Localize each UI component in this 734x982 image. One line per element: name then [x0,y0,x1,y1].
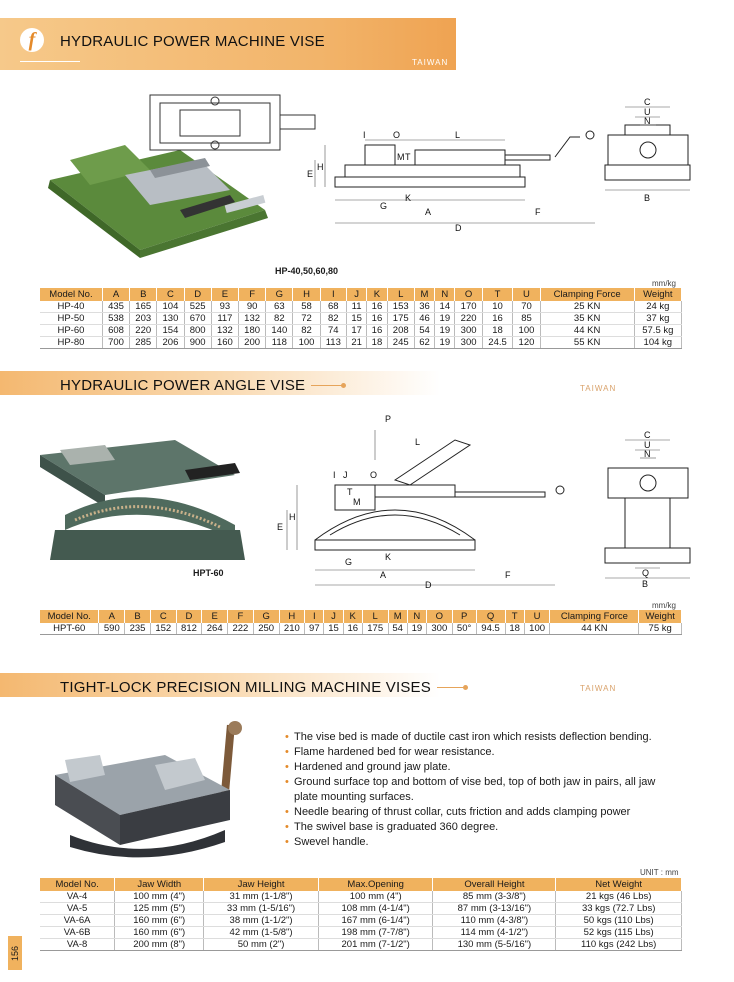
table-cell: 160 mm (6") [115,927,204,939]
s1-dim-O: O [393,130,401,140]
table-cell: 132 [211,325,238,337]
table-cell: 54 [388,623,407,635]
table-cell: 300 [455,337,482,349]
table-cell: 220 [455,313,482,325]
section1-rule [20,61,80,62]
column-header: C [150,610,176,623]
s2-dim-K: K [385,552,392,562]
table-cell: 130 [157,313,184,325]
s2-dim-H: H [289,512,296,522]
table-row [40,325,682,337]
column-header: D [184,288,211,301]
s2-dim-A: A [380,570,387,580]
table-cell: HPT-60 [40,623,99,635]
table-cell: 85 [513,313,540,325]
table-cell: 68 [320,301,346,313]
table-cell: 11 [346,301,366,313]
hp-spec-table [40,288,682,349]
table-cell: HP-50 [40,313,102,325]
table-cell: 900 [184,337,211,349]
table-cell: 74 [320,325,346,337]
section2-title-arrow [311,385,343,386]
column-header: Jaw Width [115,878,204,891]
table-cell: 100 mm (4") [115,891,204,903]
table-cell: 35 KN [540,313,634,325]
s2-dim-F: F [505,570,511,580]
hpt-vise-photo [35,435,250,565]
table-cell: 57.5 kg [634,325,681,337]
table-cell: 140 [266,325,293,337]
table-cell: 118 [266,337,293,349]
table-cell: 94.5 [476,623,505,635]
table-header-row [40,610,682,623]
table-cell: 85 mm (3-3/8") [433,891,556,903]
column-header: Max.Opening [318,878,433,891]
table-cell: 250 [253,623,279,635]
table-cell: 93 [211,301,238,313]
table-cell: 44 KN [550,623,639,635]
column-header: P [452,610,476,623]
feature-item: • Flame hardened bed for wear resistance. [285,745,675,760]
s2-dim-I: I [333,470,336,480]
s2-dim-T: T [347,487,353,497]
s1-dim-B: B [644,193,651,203]
table-cell: 114 mm (4-1/2") [433,927,556,939]
section1-units: mm/kg [652,279,676,288]
table-cell: 25 KN [540,301,634,313]
table-cell: 16 [367,313,387,325]
column-header: T [482,288,513,301]
column-header: A [102,288,129,301]
section2-units: mm/kg [652,601,676,610]
table-cell: 154 [157,325,184,337]
table-cell: 160 mm (6") [115,915,204,927]
table-cell: HP-40 [40,301,102,313]
column-header: O [426,610,452,623]
table-cell: 200 mm (8") [115,939,204,951]
table-cell: 100 mm (4") [318,891,433,903]
table-row [40,915,682,927]
s2-dim-L: L [415,437,421,447]
table-cell: 285 [130,337,157,349]
table-cell: 152 [150,623,176,635]
table-cell: VA-6A [40,915,115,927]
table-cell: 108 mm (4-1/4") [318,903,433,915]
table-cell: 19 [435,325,455,337]
table-cell: 52 kgs (115 Lbs) [556,927,682,939]
table-cell: 130 mm (5-5/16") [433,939,556,951]
table-cell: 222 [228,623,254,635]
table-cell: 153 [387,301,414,313]
column-header: T [505,610,524,623]
column-header: D [176,610,202,623]
table-cell: 17 [346,325,366,337]
table-cell: 37 kg [634,313,681,325]
column-header: J [324,610,343,623]
table-row [40,337,682,349]
table-cell: 113 [320,337,346,349]
table-cell: 104 [157,301,184,313]
s2-dim-B: B [642,579,649,588]
table-cell: 170 [455,301,482,313]
table-cell: 38 mm (1-1/2") [204,915,319,927]
table-cell: 235 [125,623,151,635]
table-cell: 167 mm (6-1/4") [318,915,433,927]
s2-dim-M: M [353,497,361,507]
table-cell: 58 [293,301,320,313]
table-cell: 62 [414,337,434,349]
feature-item: • Ground surface top and bottom of vise bed, top of both jaw in pairs, all jaw plate mounting surfaces. [285,775,675,805]
table-cell: 700 [102,337,129,349]
column-header: C [157,288,184,301]
table-cell: 19 [407,623,426,635]
column-header: Model No. [40,288,102,301]
column-header: O [455,288,482,301]
table-cell: 538 [102,313,129,325]
table-cell: 24 kg [634,301,681,313]
table-cell: 104 kg [634,337,681,349]
table-cell: 44 KN [540,325,634,337]
hp-front-view-drawing [600,95,695,210]
va-spec-table [40,878,682,951]
column-header: Model No. [40,878,115,891]
table-cell: 100 [293,337,320,349]
table-cell: 165 [130,301,157,313]
section3-title: TIGHT-LOCK PRECISION MILLING MACHINE VISES [60,679,431,696]
table-cell: 100 [524,623,550,635]
s2-dim-E: E [277,522,284,532]
column-header: U [513,288,540,301]
s1-dim-I: I [363,130,366,140]
s2-dim-U: U [644,440,651,450]
table-row [40,301,682,313]
s1-dim-D: D [455,223,462,233]
table-cell: 46 [414,313,434,325]
table-cell: 21 [346,337,366,349]
table-cell: 16 [482,313,513,325]
s1-dim-T: T [405,152,411,162]
column-header: U [524,610,550,623]
feature-item: • Needle bearing of thrust collar, cuts friction and adds clamping power [285,805,675,820]
column-header: Model No. [40,610,99,623]
features-list [285,730,675,850]
s2-dim-O: O [370,470,378,480]
table-cell: 125 mm (5") [115,903,204,915]
table-cell: 110 kgs (242 Lbs) [556,939,682,951]
s1-dim-U: U [644,107,651,117]
s1-dim-N: N [644,116,651,126]
column-header: G [266,288,293,301]
s1-dim-F: F [535,207,541,217]
table-cell: 50 kgs (110 Lbs) [556,915,682,927]
table-cell: 19 [435,313,455,325]
table-row [40,623,682,635]
table-cell: 160 [211,337,238,349]
table-cell: 590 [99,623,125,635]
table-cell: 110 mm (4-3/8") [433,915,556,927]
table-header-row [40,878,682,891]
column-header: K [367,288,387,301]
table-header-row [40,288,682,301]
table-cell: HP-80 [40,337,102,349]
s2-dim-N: N [644,449,651,459]
hpt-side-view-drawing [275,410,585,590]
table-cell: 54 [414,325,434,337]
table-cell: 10 [482,301,513,313]
s1-dim-K: K [405,193,412,203]
column-header: Overall Height [433,878,556,891]
table-cell: 42 mm (1-5/8") [204,927,319,939]
s1-dim-G: G [380,201,388,211]
table-cell: 198 mm (7-7/8") [318,927,433,939]
table-cell: 24.5 [482,337,513,349]
table-cell: 300 [455,325,482,337]
s1-dim-C: C [644,97,651,107]
column-header: B [125,610,151,623]
table-cell: 100 [513,325,540,337]
column-header: M [388,610,407,623]
table-cell: 208 [387,325,414,337]
table-cell: 180 [239,325,266,337]
column-header: Net Weight [556,878,682,891]
table-cell: 525 [184,301,211,313]
table-cell: 175 [387,313,414,325]
section1-caption: HP-40,50,60,80 [275,266,339,276]
table-cell: 18 [482,325,513,337]
table-cell: 300 [426,623,452,635]
table-cell: 55 KN [540,337,634,349]
table-cell: 670 [184,313,211,325]
column-header: K [343,610,362,623]
table-cell: 264 [202,623,228,635]
table-cell: VA-5 [40,903,115,915]
column-header: Weight [639,610,682,623]
hp-side-view-drawing [305,105,605,235]
column-header: F [239,288,266,301]
column-header: H [279,610,305,623]
table-cell: 16 [367,301,387,313]
table-cell: 245 [387,337,414,349]
table-row [40,891,682,903]
column-header: E [211,288,238,301]
feature-item: • The swivel base is graduated 360 degree. [285,820,675,835]
table-cell: VA-4 [40,891,115,903]
s1-dim-E: E [307,169,314,179]
table-cell: 90 [239,301,266,313]
company-logo: f [20,28,44,52]
table-cell: 63 [266,301,293,313]
hpt-front-view-drawing [600,428,695,588]
s2-dim-P: P [385,414,392,424]
hp-top-view-drawing [140,85,330,160]
table-cell: 19 [435,337,455,349]
column-header: N [407,610,426,623]
column-header: H [293,288,320,301]
table-cell: VA-8 [40,939,115,951]
table-row [40,927,682,939]
s2-dim-Q: Q [642,568,650,578]
table-cell: 70 [513,301,540,313]
table-row [40,939,682,951]
table-cell: 14 [435,301,455,313]
table-cell: HP-60 [40,325,102,337]
s2-dim-C: C [644,430,651,440]
table-cell: 18 [505,623,524,635]
table-cell: 203 [130,313,157,325]
feature-item: • Swevel handle. [285,835,675,850]
section2-region: TAIWAN [580,384,617,393]
s1-dim-L: L [455,130,461,140]
section3-title-row [60,679,465,696]
feature-item: • The vise bed is made of ductile cast iron which resists deflection bending. [285,730,675,745]
table-cell: 117 [211,313,238,325]
table-cell: 435 [102,301,129,313]
table-cell: 50° [452,623,476,635]
table-cell: 206 [157,337,184,349]
section2-title: HYDRAULIC POWER ANGLE VISE [60,377,306,394]
column-header: Jaw Height [204,878,319,891]
s1-dim-M: M [397,152,405,162]
column-header: G [253,610,279,623]
column-header: F [228,610,254,623]
table-cell: 812 [176,623,202,635]
column-header: M [414,288,434,301]
column-header: E [202,610,228,623]
table-cell: 21 kgs (46 Lbs) [556,891,682,903]
s1-dim-H: H [317,162,324,172]
table-cell: 87 mm (3-13/16") [433,903,556,915]
hpt-spec-table [40,610,682,635]
table-cell: 75 kg [639,623,682,635]
table-cell: 82 [293,325,320,337]
table-cell: 16 [367,325,387,337]
column-header: I [320,288,346,301]
table-row [40,903,682,915]
table-cell: 33 mm (1-5/16") [204,903,319,915]
section3-region: TAIWAN [580,684,617,693]
table-cell: 82 [320,313,346,325]
table-cell: 36 [414,301,434,313]
table-cell: 97 [305,623,324,635]
table-cell: 72 [293,313,320,325]
s1-dim-A: A [425,207,432,217]
column-header: B [130,288,157,301]
table-cell: 200 [239,337,266,349]
column-header: Weight [634,288,681,301]
s2-dim-G: G [345,557,353,567]
table-cell: 16 [343,623,362,635]
s2-dim-D: D [425,580,432,590]
table-cell: VA-6B [40,927,115,939]
table-cell: 82 [266,313,293,325]
column-header: L [387,288,414,301]
section3-units: UNIT : mm [640,868,679,877]
column-header: J [346,288,366,301]
table-cell: 15 [346,313,366,325]
table-row [40,313,682,325]
section3-title-arrow [437,687,465,688]
table-cell: 18 [367,337,387,349]
table-cell: 800 [184,325,211,337]
column-header: Clamping Force [540,288,634,301]
section1-title: HYDRAULIC POWER MACHINE VISE [60,33,325,50]
column-header: Q [476,610,505,623]
s2-dim-J: J [343,470,348,480]
column-header: I [305,610,324,623]
section2-title-row [60,377,343,394]
column-header: N [435,288,455,301]
table-cell: 31 mm (1-1/8") [204,891,319,903]
column-header: L [362,610,388,623]
va-vise-photo [45,720,255,865]
table-cell: 175 [362,623,388,635]
page-number: 156 [8,936,22,970]
column-header: Clamping Force [550,610,639,623]
table-cell: 608 [102,325,129,337]
column-header: A [99,610,125,623]
table-cell: 220 [130,325,157,337]
table-cell: 210 [279,623,305,635]
table-cell: 201 mm (7-1/2") [318,939,433,951]
table-cell: 33 kgs (72.7 Lbs) [556,903,682,915]
section2-caption: HPT-60 [193,568,224,578]
table-cell: 15 [324,623,343,635]
section1-region: TAIWAN [412,58,449,67]
table-cell: 50 mm (2") [204,939,319,951]
feature-item: • Hardened and ground jaw plate. [285,760,675,775]
table-cell: 120 [513,337,540,349]
table-cell: 132 [239,313,266,325]
